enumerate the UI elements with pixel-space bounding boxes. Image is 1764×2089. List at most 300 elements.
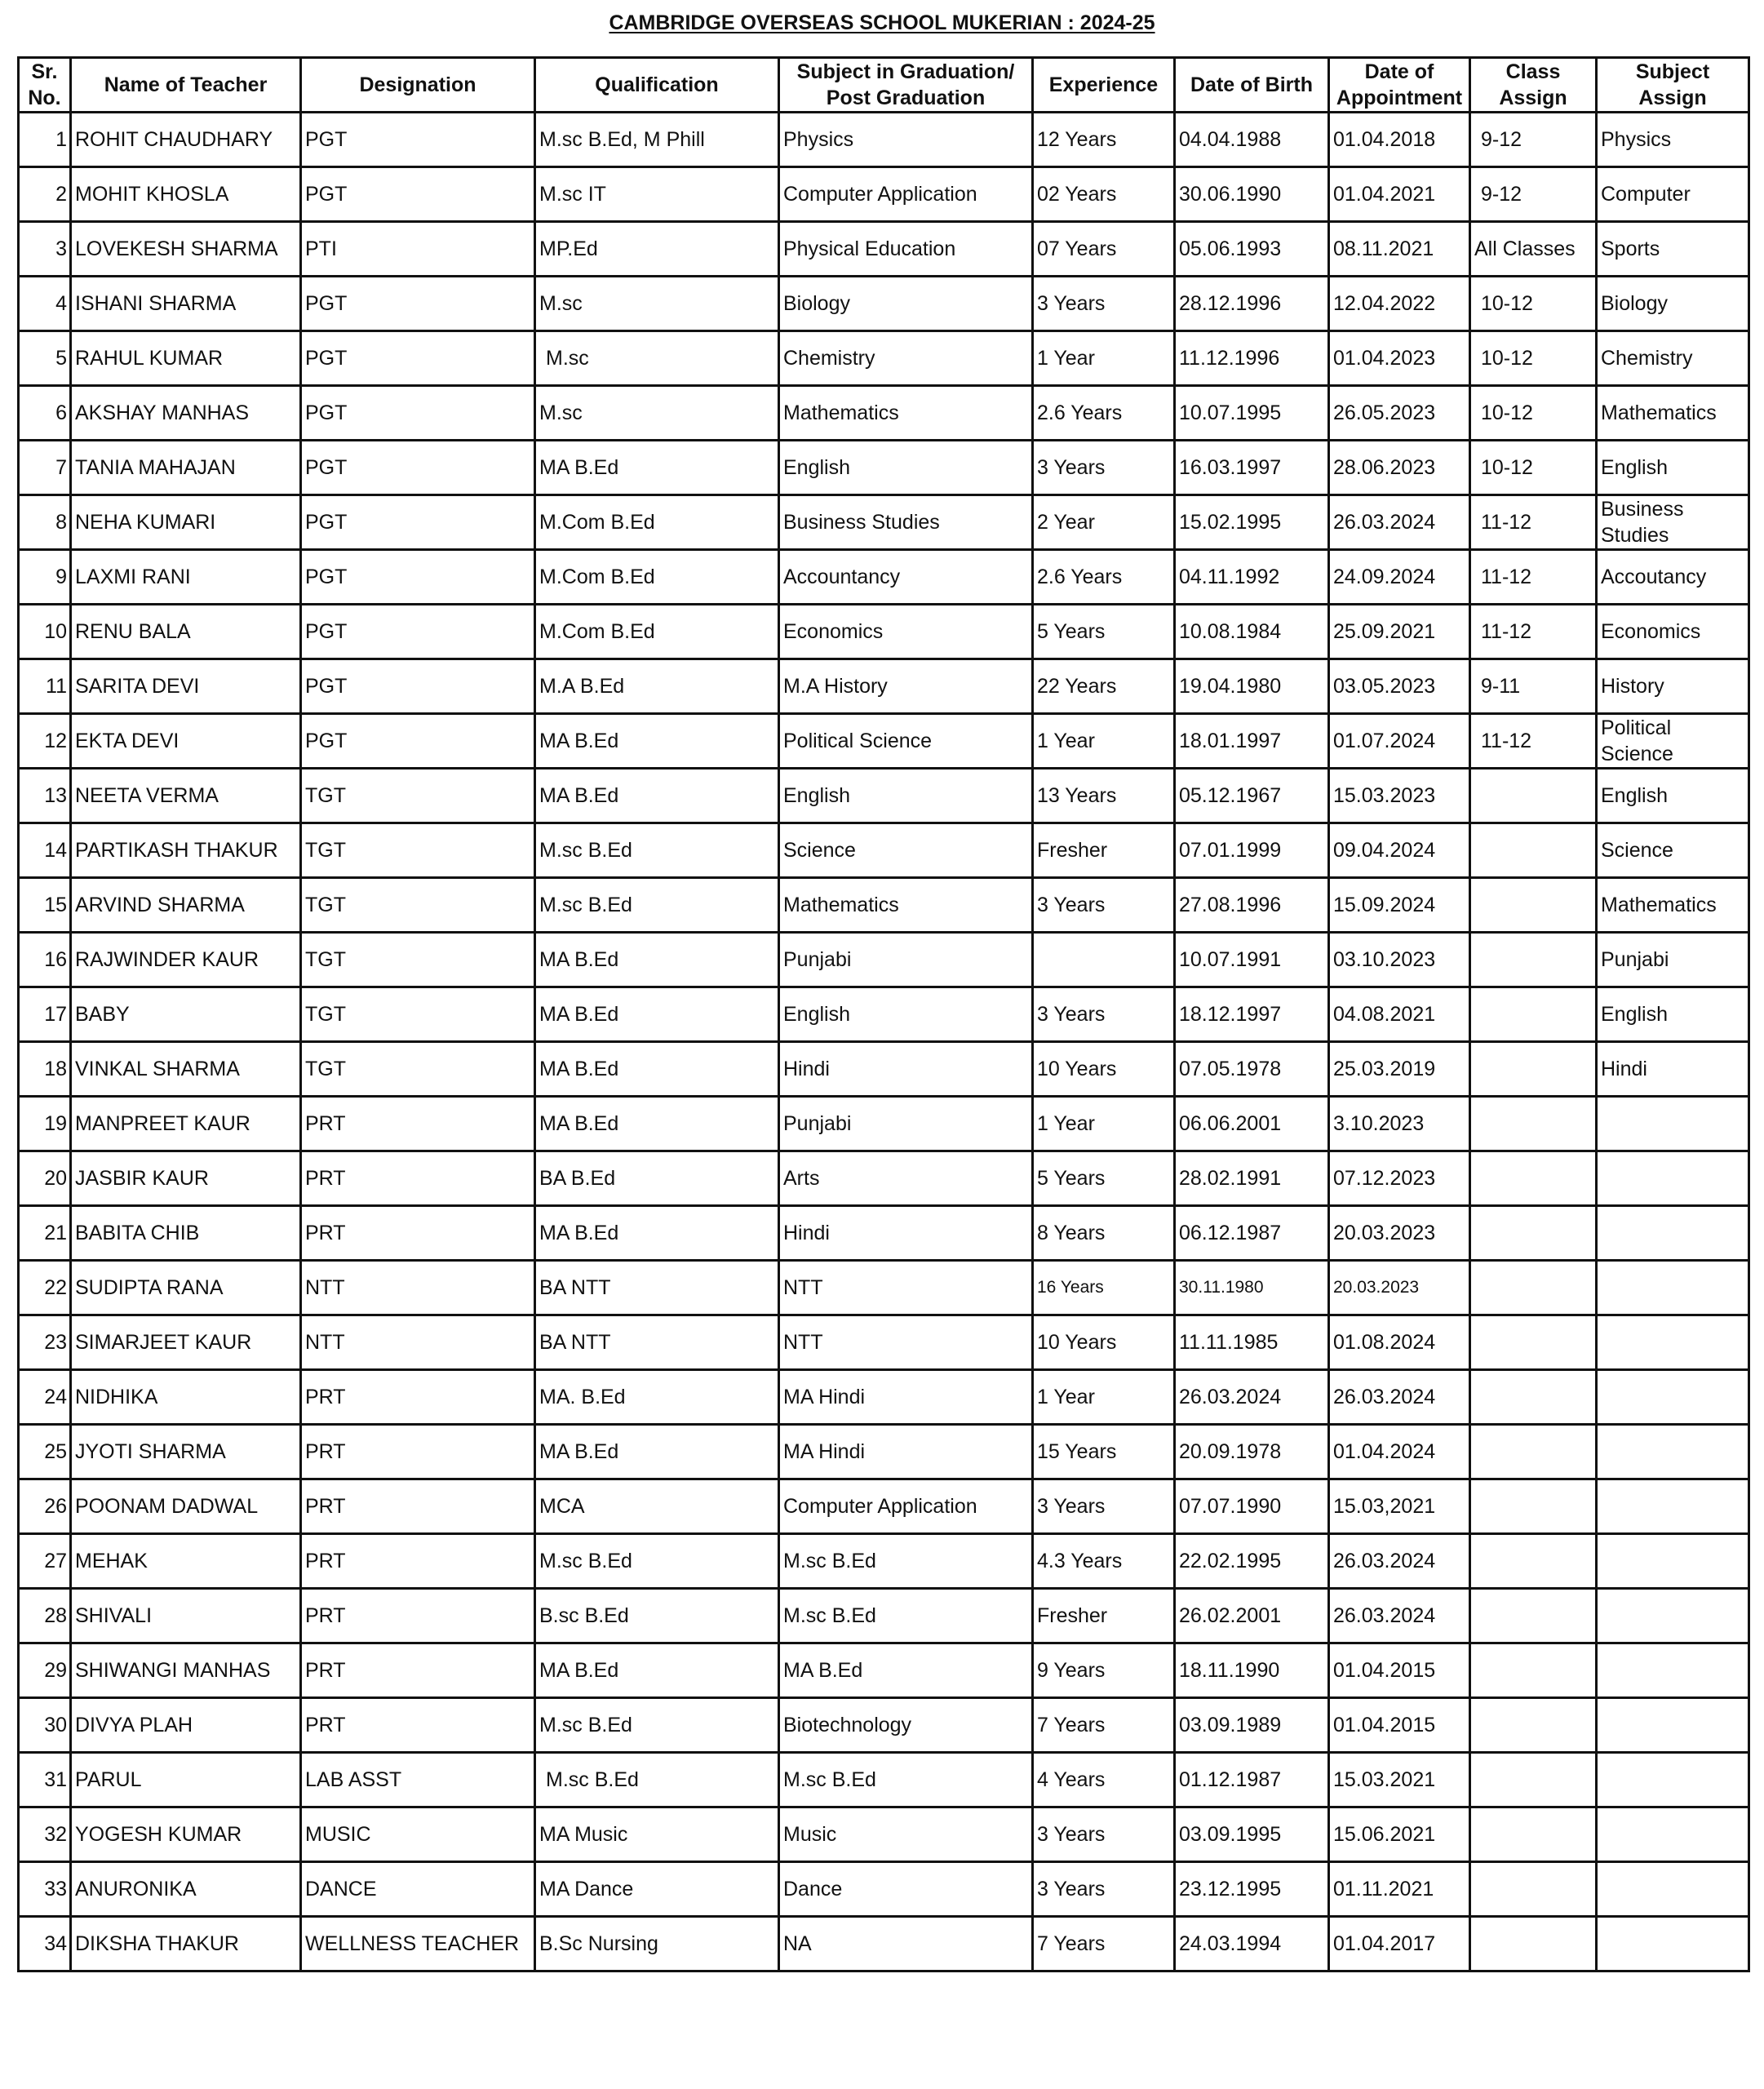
- cell-date-of-appointment: 24.09.2024: [1329, 550, 1470, 605]
- cell-designation: PRT: [301, 1425, 535, 1479]
- cell-teacher-name: JASBIR KAUR: [71, 1151, 301, 1206]
- table-row: [19, 1753, 1749, 1807]
- table-row: [19, 1862, 1749, 1917]
- cell-experience: 3 Years: [1033, 987, 1175, 1042]
- cell-experience: 1 Year: [1033, 1097, 1175, 1151]
- cell-date-of-appointment: 01.04.2021: [1329, 167, 1470, 222]
- cell-date-of-appointment: 26.05.2023: [1329, 386, 1470, 441]
- cell-sr-no: 30: [19, 1698, 71, 1753]
- cell-teacher-name: DIVYA PLAH: [71, 1698, 301, 1753]
- cell-qualification: MA Dance: [535, 1862, 779, 1917]
- cell-designation: PTI: [301, 222, 535, 277]
- cell-class-assign: 11-12: [1470, 495, 1597, 550]
- document-title-text: CAMBRIDGE OVERSEAS SCHOOL MUKERIAN : 2024-25: [609, 11, 1155, 34]
- cell-class-assign: 10-12: [1470, 386, 1597, 441]
- cell-date-of-birth: 11.12.1996: [1175, 331, 1329, 386]
- cell-subject-assign: Economics: [1597, 605, 1749, 659]
- cell-qualification: M.sc: [535, 277, 779, 331]
- cell-date-of-birth: 26.03.2024: [1175, 1370, 1329, 1425]
- cell-class-assign: 9-12: [1470, 167, 1597, 222]
- cell-date-of-appointment: 25.03.2019: [1329, 1042, 1470, 1097]
- table-row: [19, 331, 1749, 386]
- cell-qualification: M.sc: [535, 331, 779, 386]
- cell-experience: 16 Years: [1033, 1261, 1175, 1315]
- cell-designation: TGT: [301, 933, 535, 987]
- cell-subject-assign: Business Studies: [1597, 495, 1749, 550]
- header-qualification: Qualification: [535, 58, 779, 113]
- table-row: [19, 386, 1749, 441]
- cell-date-of-birth: 06.06.2001: [1175, 1097, 1329, 1151]
- table-row: [19, 1097, 1749, 1151]
- cell-sr-no: 4: [19, 277, 71, 331]
- cell-class-assign: 9-11: [1470, 659, 1597, 714]
- cell-date-of-birth: 27.08.1996: [1175, 878, 1329, 933]
- cell-experience: 2 Year: [1033, 495, 1175, 550]
- cell-class-assign: All Classes: [1470, 222, 1597, 277]
- cell-date-of-appointment: 01.04.2018: [1329, 113, 1470, 167]
- cell-class-assign: [1470, 769, 1597, 823]
- cell-teacher-name: PARUL: [71, 1753, 301, 1807]
- cell-subject-assign: Mathematics: [1597, 386, 1749, 441]
- cell-subject: Computer Application: [779, 1479, 1033, 1534]
- cell-teacher-name: MEHAK: [71, 1534, 301, 1589]
- cell-class-assign: [1470, 1753, 1597, 1807]
- cell-subject: Hindi: [779, 1042, 1033, 1097]
- cell-date-of-birth: 10.07.1991: [1175, 933, 1329, 987]
- cell-sr-no: 32: [19, 1807, 71, 1862]
- cell-subject-assign: English: [1597, 441, 1749, 495]
- cell-experience: 5 Years: [1033, 1151, 1175, 1206]
- cell-teacher-name: BABY: [71, 987, 301, 1042]
- table-row: [19, 222, 1749, 277]
- cell-designation: PRT: [301, 1479, 535, 1534]
- cell-subject: Biology: [779, 277, 1033, 331]
- cell-experience: 9 Years: [1033, 1643, 1175, 1698]
- cell-date-of-birth: 07.07.1990: [1175, 1479, 1329, 1534]
- cell-designation: LAB ASST: [301, 1753, 535, 1807]
- table-row: [19, 714, 1749, 769]
- cell-subject: MA B.Ed: [779, 1643, 1033, 1698]
- cell-class-assign: [1470, 1370, 1597, 1425]
- cell-date-of-appointment: 01.04.2023: [1329, 331, 1470, 386]
- cell-qualification: BA B.Ed: [535, 1151, 779, 1206]
- cell-teacher-name: BABITA CHIB: [71, 1206, 301, 1261]
- cell-teacher-name: RENU BALA: [71, 605, 301, 659]
- cell-subject: Mathematics: [779, 386, 1033, 441]
- header-sr-no: Sr. No.: [19, 58, 71, 113]
- table-row: [19, 987, 1749, 1042]
- cell-sr-no: 12: [19, 714, 71, 769]
- cell-experience: 15 Years: [1033, 1425, 1175, 1479]
- table-row: [19, 167, 1749, 222]
- cell-date-of-birth: 10.08.1984: [1175, 605, 1329, 659]
- cell-experience: 02 Years: [1033, 167, 1175, 222]
- header-dob: Date of Birth: [1175, 58, 1329, 113]
- cell-sr-no: 21: [19, 1206, 71, 1261]
- cell-experience: 5 Years: [1033, 605, 1175, 659]
- cell-sr-no: 15: [19, 878, 71, 933]
- cell-date-of-birth: 26.02.2001: [1175, 1589, 1329, 1643]
- cell-subject: Accountancy: [779, 550, 1033, 605]
- cell-teacher-name: RAHUL KUMAR: [71, 331, 301, 386]
- table-row: [19, 823, 1749, 878]
- cell-class-assign: 10-12: [1470, 277, 1597, 331]
- header-designation: Designation: [301, 58, 535, 113]
- cell-date-of-appointment: 20.03.2023: [1329, 1261, 1470, 1315]
- table-row: [19, 277, 1749, 331]
- cell-qualification: MA B.Ed: [535, 987, 779, 1042]
- cell-designation: PRT: [301, 1206, 535, 1261]
- cell-class-assign: [1470, 1042, 1597, 1097]
- cell-experience: 3 Years: [1033, 277, 1175, 331]
- cell-experience: 3 Years: [1033, 1862, 1175, 1917]
- cell-subject: Mathematics: [779, 878, 1033, 933]
- cell-subject: Hindi: [779, 1206, 1033, 1261]
- table-row: [19, 878, 1749, 933]
- cell-experience: 4.3 Years: [1033, 1534, 1175, 1589]
- cell-sr-no: 5: [19, 331, 71, 386]
- cell-qualification: MA B.Ed: [535, 714, 779, 769]
- cell-date-of-appointment: 26.03.2024: [1329, 1370, 1470, 1425]
- cell-date-of-birth: 03.09.1995: [1175, 1807, 1329, 1862]
- cell-date-of-appointment: 03.10.2023: [1329, 933, 1470, 987]
- cell-sr-no: 19: [19, 1097, 71, 1151]
- cell-subject-assign: Hindi: [1597, 1042, 1749, 1097]
- cell-sr-no: 26: [19, 1479, 71, 1534]
- cell-subject: English: [779, 987, 1033, 1042]
- cell-date-of-birth: 03.09.1989: [1175, 1698, 1329, 1753]
- cell-qualification: MA B.Ed: [535, 1643, 779, 1698]
- cell-date-of-appointment: 15.03.2021: [1329, 1753, 1470, 1807]
- table-row: [19, 605, 1749, 659]
- cell-subject: Economics: [779, 605, 1033, 659]
- cell-date-of-appointment: 25.09.2021: [1329, 605, 1470, 659]
- cell-experience: 22 Years: [1033, 659, 1175, 714]
- cell-designation: PGT: [301, 277, 535, 331]
- cell-subject-assign: English: [1597, 769, 1749, 823]
- cell-sr-no: 14: [19, 823, 71, 878]
- cell-qualification: MA B.Ed: [535, 1425, 779, 1479]
- cell-subject-assign: History: [1597, 659, 1749, 714]
- cell-class-assign: [1470, 1206, 1597, 1261]
- cell-experience: 3 Years: [1033, 1479, 1175, 1534]
- cell-sr-no: 6: [19, 386, 71, 441]
- cell-experience: 13 Years: [1033, 769, 1175, 823]
- cell-qualification: BA NTT: [535, 1315, 779, 1370]
- cell-designation: TGT: [301, 1042, 535, 1097]
- cell-sr-no: 16: [19, 933, 71, 987]
- table-row: [19, 769, 1749, 823]
- cell-class-assign: [1470, 1097, 1597, 1151]
- cell-subject-assign: Political Science: [1597, 714, 1749, 769]
- cell-subject-assign: [1597, 1698, 1749, 1753]
- cell-teacher-name: ANURONIKA: [71, 1862, 301, 1917]
- cell-class-assign: [1470, 1643, 1597, 1698]
- cell-qualification: M.sc: [535, 386, 779, 441]
- cell-experience: 8 Years: [1033, 1206, 1175, 1261]
- cell-sr-no: 9: [19, 550, 71, 605]
- cell-date-of-birth: 19.04.1980: [1175, 659, 1329, 714]
- cell-qualification: MA B.Ed: [535, 441, 779, 495]
- cell-subject-assign: [1597, 1261, 1749, 1315]
- cell-subject-assign: [1597, 1807, 1749, 1862]
- cell-date-of-birth: 05.06.1993: [1175, 222, 1329, 277]
- cell-sr-no: 3: [19, 222, 71, 277]
- cell-qualification: M.sc B.Ed: [535, 878, 779, 933]
- cell-qualification: M.sc B.Ed: [535, 823, 779, 878]
- header-name: Name of Teacher: [71, 58, 301, 113]
- cell-subject: Punjabi: [779, 933, 1033, 987]
- table-row: [19, 1643, 1749, 1698]
- cell-subject: MA Hindi: [779, 1425, 1033, 1479]
- cell-class-assign: [1470, 933, 1597, 987]
- cell-subject-assign: [1597, 1206, 1749, 1261]
- cell-subject-assign: Physics: [1597, 113, 1749, 167]
- cell-subject: English: [779, 769, 1033, 823]
- cell-experience: 3 Years: [1033, 441, 1175, 495]
- cell-sr-no: 8: [19, 495, 71, 550]
- cell-date-of-birth: 30.11.1980: [1175, 1261, 1329, 1315]
- header-doa: Date of Appointment: [1329, 58, 1470, 113]
- cell-class-assign: [1470, 1917, 1597, 1971]
- cell-designation: PGT: [301, 714, 535, 769]
- cell-sr-no: 23: [19, 1315, 71, 1370]
- cell-sr-no: 11: [19, 659, 71, 714]
- cell-designation: PRT: [301, 1151, 535, 1206]
- cell-class-assign: [1470, 878, 1597, 933]
- cell-qualification: MA B.Ed: [535, 1042, 779, 1097]
- cell-subject-assign: [1597, 1589, 1749, 1643]
- cell-class-assign: [1470, 1589, 1597, 1643]
- cell-date-of-birth: 18.12.1997: [1175, 987, 1329, 1042]
- cell-sr-no: 31: [19, 1753, 71, 1807]
- cell-date-of-birth: 04.11.1992: [1175, 550, 1329, 605]
- cell-qualification: MA B.Ed: [535, 1206, 779, 1261]
- cell-subject-assign: [1597, 1097, 1749, 1151]
- header-class-assign: Class Assign: [1470, 58, 1597, 113]
- cell-date-of-birth: 18.11.1990: [1175, 1643, 1329, 1698]
- cell-designation: WELLNESS TEACHER: [301, 1917, 535, 1971]
- document-title: [0, 11, 1764, 35]
- table-row: [19, 550, 1749, 605]
- cell-date-of-appointment: 07.12.2023: [1329, 1151, 1470, 1206]
- cell-experience: 1 Year: [1033, 331, 1175, 386]
- cell-teacher-name: TANIA MAHAJAN: [71, 441, 301, 495]
- cell-subject-assign: [1597, 1862, 1749, 1917]
- cell-class-assign: [1470, 1862, 1597, 1917]
- cell-date-of-appointment: 03.05.2023: [1329, 659, 1470, 714]
- table-row: [19, 1534, 1749, 1589]
- cell-designation: PGT: [301, 386, 535, 441]
- cell-date-of-appointment: 01.04.2015: [1329, 1643, 1470, 1698]
- table-row: [19, 1206, 1749, 1261]
- cell-designation: TGT: [301, 987, 535, 1042]
- table-row: [19, 1479, 1749, 1534]
- cell-experience: 2.6 Years: [1033, 386, 1175, 441]
- cell-date-of-appointment: 15.09.2024: [1329, 878, 1470, 933]
- cell-subject: Chemistry: [779, 331, 1033, 386]
- cell-qualification: M.A B.Ed: [535, 659, 779, 714]
- cell-teacher-name: NEHA KUMARI: [71, 495, 301, 550]
- cell-date-of-birth: 28.02.1991: [1175, 1151, 1329, 1206]
- cell-sr-no: 33: [19, 1862, 71, 1917]
- cell-designation: TGT: [301, 878, 535, 933]
- table-row: [19, 1917, 1749, 1971]
- cell-subject: Arts: [779, 1151, 1033, 1206]
- cell-subject-assign: Accoutancy: [1597, 550, 1749, 605]
- cell-qualification: M.Com B.Ed: [535, 605, 779, 659]
- cell-subject: Physics: [779, 113, 1033, 167]
- cell-qualification: M.sc B.Ed: [535, 1753, 779, 1807]
- cell-subject: NA: [779, 1917, 1033, 1971]
- cell-subject-assign: [1597, 1479, 1749, 1534]
- cell-subject: Business Studies: [779, 495, 1033, 550]
- table-row: [19, 495, 1749, 550]
- table-row: [19, 659, 1749, 714]
- cell-date-of-birth: 10.07.1995: [1175, 386, 1329, 441]
- cell-subject: M.sc B.Ed: [779, 1589, 1033, 1643]
- cell-sr-no: 27: [19, 1534, 71, 1589]
- cell-experience: 1 Year: [1033, 714, 1175, 769]
- cell-class-assign: 11-12: [1470, 605, 1597, 659]
- cell-experience: 2.6 Years: [1033, 550, 1175, 605]
- table-row: [19, 1589, 1749, 1643]
- cell-designation: PGT: [301, 659, 535, 714]
- cell-sr-no: 22: [19, 1261, 71, 1315]
- cell-qualification: MA B.Ed: [535, 1097, 779, 1151]
- table-row: [19, 1042, 1749, 1097]
- cell-qualification: MA Music: [535, 1807, 779, 1862]
- cell-teacher-name: AKSHAY MANHAS: [71, 386, 301, 441]
- cell-subject: Punjabi: [779, 1097, 1033, 1151]
- cell-qualification: M.Com B.Ed: [535, 550, 779, 605]
- cell-date-of-birth: 15.02.1995: [1175, 495, 1329, 550]
- cell-date-of-birth: 05.12.1967: [1175, 769, 1329, 823]
- cell-qualification: MA B.Ed: [535, 769, 779, 823]
- cell-class-assign: [1470, 1315, 1597, 1370]
- cell-subject-assign: [1597, 1753, 1749, 1807]
- cell-subject-assign: [1597, 1425, 1749, 1479]
- cell-subject: MA Hindi: [779, 1370, 1033, 1425]
- cell-class-assign: [1470, 1534, 1597, 1589]
- cell-qualification: MA. B.Ed: [535, 1370, 779, 1425]
- cell-subject: M.A History: [779, 659, 1033, 714]
- cell-date-of-birth: 22.02.1995: [1175, 1534, 1329, 1589]
- cell-subject-assign: Mathematics: [1597, 878, 1749, 933]
- cell-teacher-name: LAXMI RANI: [71, 550, 301, 605]
- cell-sr-no: 1: [19, 113, 71, 167]
- table-row: [19, 441, 1749, 495]
- cell-date-of-appointment: 01.08.2024: [1329, 1315, 1470, 1370]
- cell-subject-assign: Science: [1597, 823, 1749, 878]
- cell-subject-assign: English: [1597, 987, 1749, 1042]
- cell-designation: PRT: [301, 1698, 535, 1753]
- cell-date-of-appointment: 3.10.2023: [1329, 1097, 1470, 1151]
- header-subject: Subject in Graduation/ Post Graduation: [779, 58, 1033, 113]
- cell-sr-no: 34: [19, 1917, 71, 1971]
- cell-qualification: M.sc B.Ed: [535, 1698, 779, 1753]
- cell-qualification: MA B.Ed: [535, 933, 779, 987]
- cell-qualification: B.sc B.Ed: [535, 1589, 779, 1643]
- cell-subject-assign: Computer: [1597, 167, 1749, 222]
- cell-class-assign: [1470, 1479, 1597, 1534]
- header-subject-assign: Subject Assign: [1597, 58, 1749, 113]
- cell-teacher-name: PARTIKASH THAKUR: [71, 823, 301, 878]
- cell-class-assign: 11-12: [1470, 550, 1597, 605]
- cell-date-of-appointment: 01.04.2017: [1329, 1917, 1470, 1971]
- cell-designation: DANCE: [301, 1862, 535, 1917]
- table-row: [19, 1698, 1749, 1753]
- cell-subject-assign: Chemistry: [1597, 331, 1749, 386]
- cell-designation: PRT: [301, 1097, 535, 1151]
- cell-sr-no: 25: [19, 1425, 71, 1479]
- cell-experience: 4 Years: [1033, 1753, 1175, 1807]
- cell-date-of-appointment: 20.03.2023: [1329, 1206, 1470, 1261]
- cell-designation: TGT: [301, 823, 535, 878]
- cell-teacher-name: YOGESH KUMAR: [71, 1807, 301, 1862]
- cell-designation: PRT: [301, 1534, 535, 1589]
- cell-designation: NTT: [301, 1261, 535, 1315]
- table-row: [19, 1425, 1749, 1479]
- cell-experience: [1033, 933, 1175, 987]
- cell-experience: 7 Years: [1033, 1917, 1175, 1971]
- cell-subject: Political Science: [779, 714, 1033, 769]
- cell-subject-assign: [1597, 1917, 1749, 1971]
- cell-experience: 7 Years: [1033, 1698, 1175, 1753]
- table-row: [19, 113, 1749, 167]
- cell-teacher-name: NIDHIKA: [71, 1370, 301, 1425]
- cell-class-assign: [1470, 1807, 1597, 1862]
- cell-sr-no: 7: [19, 441, 71, 495]
- cell-date-of-birth: 04.04.1988: [1175, 113, 1329, 167]
- cell-teacher-name: DIKSHA THAKUR: [71, 1917, 301, 1971]
- cell-subject: NTT: [779, 1315, 1033, 1370]
- cell-class-assign: [1470, 823, 1597, 878]
- cell-designation: PRT: [301, 1589, 535, 1643]
- cell-teacher-name: MOHIT KHOSLA: [71, 167, 301, 222]
- cell-subject-assign: [1597, 1151, 1749, 1206]
- table-header-row: [19, 58, 1749, 113]
- cell-teacher-name: VINKAL SHARMA: [71, 1042, 301, 1097]
- cell-designation: PGT: [301, 605, 535, 659]
- cell-date-of-birth: 07.05.1978: [1175, 1042, 1329, 1097]
- cell-class-assign: [1470, 1698, 1597, 1753]
- cell-sr-no: 29: [19, 1643, 71, 1698]
- cell-date-of-appointment: 26.03.2024: [1329, 1534, 1470, 1589]
- cell-date-of-appointment: 01.07.2024: [1329, 714, 1470, 769]
- cell-experience: 1 Year: [1033, 1370, 1175, 1425]
- cell-subject-assign: Punjabi: [1597, 933, 1749, 987]
- cell-experience: 3 Years: [1033, 1807, 1175, 1862]
- cell-date-of-appointment: 08.11.2021: [1329, 222, 1470, 277]
- table-row: [19, 1807, 1749, 1862]
- cell-teacher-name: ARVIND SHARMA: [71, 878, 301, 933]
- cell-date-of-birth: 23.12.1995: [1175, 1862, 1329, 1917]
- cell-subject: Biotechnology: [779, 1698, 1033, 1753]
- cell-date-of-birth: 18.01.1997: [1175, 714, 1329, 769]
- cell-teacher-name: RAJWINDER KAUR: [71, 933, 301, 987]
- cell-designation: PGT: [301, 331, 535, 386]
- cell-class-assign: 10-12: [1470, 331, 1597, 386]
- cell-date-of-appointment: 15.06.2021: [1329, 1807, 1470, 1862]
- cell-date-of-birth: 28.12.1996: [1175, 277, 1329, 331]
- cell-sr-no: 24: [19, 1370, 71, 1425]
- cell-date-of-appointment: 28.06.2023: [1329, 441, 1470, 495]
- cell-teacher-name: ISHANI SHARMA: [71, 277, 301, 331]
- cell-qualification: MCA: [535, 1479, 779, 1534]
- header-experience: Experience: [1033, 58, 1175, 113]
- cell-experience: Fresher: [1033, 1589, 1175, 1643]
